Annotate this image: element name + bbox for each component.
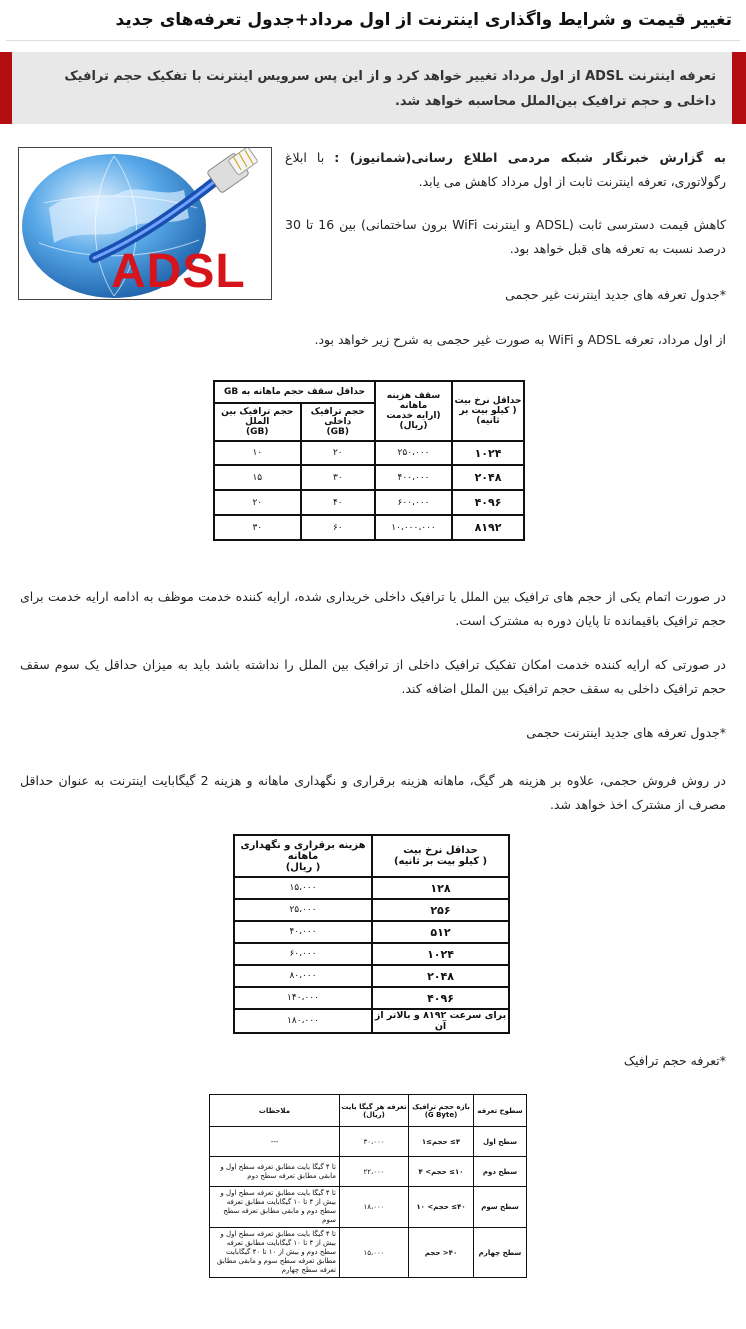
intro-text: با ابلاغ رگولاتوری، تعرفه اینترنت ثابت از اول مرداد کاهش می یابد. <box>285 150 726 189</box>
heading-traffic-tariff: *تعرفه حجم ترافیک <box>623 1053 726 1068</box>
header-level: سطوح تعرفه <box>474 1095 527 1127</box>
header-domestic: حجم ترافیک داخلی (GB) <box>301 403 375 441</box>
table-row: ۱۲۸ ۱۵،۰۰۰ <box>234 877 509 899</box>
paragraph-price-drop: کاهش قیمت دسترسی ثابت (ADSL و اینترنت WiFi برون ساختمانی) بین 16 تا 30 درصد نسبت به تعرفه های قبل خواهد بود. <box>285 217 727 256</box>
header-price: تعرفه هر گیگا بایت (ریال) <box>340 1095 409 1127</box>
table-row: سطح دوم ۱۰≥ حجم> ۴ ۲۲،۰۰۰ تا ۴ گیگا بایت مطابق تعرفه سطح اول و مابقی مطابق تعرفه سطح دوم <box>210 1157 527 1187</box>
page-title: تغییر قیمت و شرایط واگذاری اینترنت از اول مرداد+جدول تعرفه‌های جدید <box>115 10 732 30</box>
table-row: ۴۰۹۶ ۶۰۰،۰۰۰ ۴۰ ۲۰ <box>214 490 524 515</box>
header-cost: سقف هزینه ماهانه (ارایه خدمت (ریال) <box>375 381 452 441</box>
paragraph-traffic-exhaust: در صورت اتمام یکی از حجم های ترافیک بین الملل یا ترافیک داخلی خریداری شده، ارایه کننده خدمت موظف به ادامه ارایه خدمت برای حجم ترافیک باقیمانده تا پایان دوره به مشترک است. <box>20 589 726 628</box>
table-row: سطح چهارم ۴۰< حجم ۱۵،۰۰۰ تا ۴ گیگا بایت مطابق تعرفه سطح اول و بیش از ۴ تا ۱۰ گیگابایت مطابق تعرفه سطح دوم و بیش از ۱۰ تا ۴۰ گیگابایت مطابق تعرفه سطح سوم و مابقی مطابق تعرفه سطح چهارم <box>210 1228 527 1278</box>
table-row: ۲۰۴۸ ۸۰،۰۰۰ <box>234 965 509 987</box>
table-row: ۲۰۴۸ ۴۰۰،۰۰۰ ۳۰ ۱۵ <box>214 465 524 490</box>
table-row: ۸۱۹۲ ۱۰،۰۰۰،۰۰۰ ۶۰ ۳۰ <box>214 515 524 540</box>
paragraph-volume: در روش فروش حجمی، علاوه بر هزینه هر گیگ، ماهانه هزینه برقراری و نگهداری ماهانه و هزینه 2 گیگابایت اینترنت به عنوان حداقل مصرف از مشترک اخذ خواهد شد. <box>20 773 726 812</box>
header-maintenance-cost: هزینه برقراری و نگهداری ماهانه ( ریال) <box>234 835 372 877</box>
table-row: ۴۰۹۶ ۱۴۰،۰۰۰ <box>234 987 509 1009</box>
paragraph-intro <box>285 146 726 194</box>
table-row: ۵۱۲ ۴۰،۰۰۰ <box>234 921 509 943</box>
lead-text: تعرفه اینترنت ADSL از اول مرداد تغییر خواهد کرد و از این پس سرویس اینترنت با تفکیک حجم ترافیک داخلی و حجم ترافیک بین‌الملل محاسبه خواهد شد. <box>64 69 716 109</box>
header-speed: حداقل نرخ بیت ( کیلو بیت بر ثانیه) <box>372 835 509 877</box>
header-speed: حداقل نرخ بیت ( کیلو بیت بر ثانیه) <box>452 381 524 441</box>
heading-volume: *جدول تعرفه های جدید اینترنت حجمی <box>526 725 726 740</box>
volume-tariff-table <box>233 834 510 1034</box>
table-row: سطح سوم ۴۰≥ حجم> ۱۰ ۱۸،۰۰۰ تا ۴ گیگا بایت مطابق تعرفه سطح اول و بیش از ۴ تا ۱۰ گیگابایت مطابق تعرفه سطح دوم و مابقی مطابق تعرفه سطح سوم <box>210 1187 527 1228</box>
title-divider <box>6 40 740 41</box>
table-row: ۲۵۶ ۲۵،۰۰۰ <box>234 899 509 921</box>
paragraph-traffic-split: در صورتی که ارایه کننده خدمت امکان تفکیک ترافیک داخلی از ترافیک بین الملل را نداشته باشد باید به میزان حداقل یک سوم سقف حجم ترافیک داخلی به سقف حجم ترافیک بین الملل اضافه کند. <box>20 657 726 696</box>
traffic-volume-table <box>209 1094 527 1278</box>
header-notes: ملاحظات <box>210 1095 340 1127</box>
header-cap: حداقل سقف حجم ماهانه به GB <box>214 381 375 403</box>
source-credit: به گزارش خبرنگار شبکه مردمی اطلاع رسانی(شمانیوز) : <box>334 150 726 165</box>
adsl-label: ADSL <box>111 245 246 298</box>
table-row: ۱۰۲۴ ۶۰،۰۰۰ <box>234 943 509 965</box>
table-row: سطح اول ۴≥ حجم≥۱ ۳۰،۰۰۰ --- <box>210 1127 527 1157</box>
lead-accent-left <box>0 52 12 124</box>
table-row: ۱۰۲۴ ۲۵۰،۰۰۰ ۲۰ ۱۰ <box>214 441 524 465</box>
table-row: برای سرعت ۸۱۹۲ و بالاتر از آن ۱۸۰،۰۰۰ <box>234 1009 509 1033</box>
unlimited-tariff-table <box>213 380 525 541</box>
lead-box <box>0 52 746 124</box>
header-international: حجم ترافیک بین الملل (GB) <box>214 403 301 441</box>
header-range: بازه حجم ترافیک (G Byte) <box>409 1095 474 1127</box>
heading-unlimited: *جدول تعرفه های جدید اینترنت غیر حجمی <box>505 287 726 302</box>
lead-accent-right <box>732 52 746 124</box>
paragraph-unlimited: از اول مرداد، تعرفه ADSL و WiFi به صورت غیر حجمی به شرح زیر خواهد بود. <box>314 332 726 347</box>
adsl-image <box>18 147 272 300</box>
